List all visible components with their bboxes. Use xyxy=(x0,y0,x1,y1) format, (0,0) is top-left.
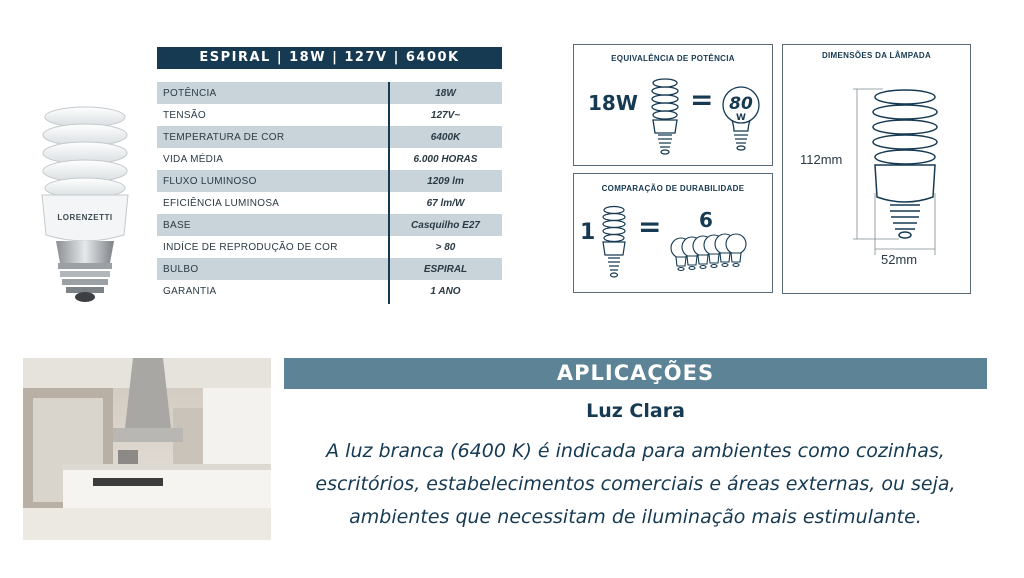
cfl-watts: 18W xyxy=(588,91,638,115)
equals-sign: = xyxy=(690,83,714,116)
product-bulb-image xyxy=(30,95,140,305)
spec-row-luminous-efficiency xyxy=(157,192,502,214)
spec-table xyxy=(157,82,502,302)
applications-subtitle: Luz Clara xyxy=(586,400,685,422)
spec-row-power xyxy=(157,82,502,104)
width-dimension: 52mm xyxy=(881,252,918,267)
spec-value: 6.000 HORAS xyxy=(413,153,478,165)
spec-value: 1209 lm xyxy=(427,175,464,187)
spec-label: BASE xyxy=(163,219,191,231)
spec-row-color-temperature xyxy=(157,126,502,148)
spec-label: EFICIÊNCIA LUMINOSA xyxy=(163,197,280,209)
spec-label: FLUXO LUMINOSO xyxy=(163,175,257,187)
spec-value: Casquilho E27 xyxy=(411,219,480,231)
spec-label: TEMPERATURA DE COR xyxy=(163,131,285,143)
brand-label: LORENZETTI xyxy=(57,213,113,222)
spec-row-color-rendering xyxy=(157,236,502,258)
applications-banner: APLICAÇÕES xyxy=(284,358,987,389)
cfl-bulb-illustration xyxy=(30,95,140,305)
durability-comparison-box xyxy=(573,173,773,293)
spec-label: POTÊNCIA xyxy=(163,87,217,99)
power-equivalence-box xyxy=(573,44,773,166)
cfl-spiral-icon xyxy=(648,75,682,157)
lamp-dimensions-box xyxy=(782,44,971,294)
spec-value: 1 ANO xyxy=(430,285,461,297)
lamp-outline-diagram xyxy=(853,73,963,283)
spec-value: 6400K xyxy=(430,131,461,143)
spec-row-warranty xyxy=(157,280,502,302)
spec-value: 127V~ xyxy=(430,109,461,121)
applications-line: escritórios, estabelecimentos comerciais e áreas externas, ou seja, xyxy=(315,473,956,495)
spec-label: INDÍCE DE REPRODUÇÃO DE COR xyxy=(163,241,338,253)
spec-label: BULBO xyxy=(163,263,199,275)
spec-row-bulb xyxy=(157,258,502,280)
spec-value: 67 lm/W xyxy=(426,197,465,209)
incandescent-unit: W xyxy=(736,113,746,123)
spec-label: TENSÃO xyxy=(163,109,206,121)
equivalence-title: EQUIVALÊNCIA DE POTÊNCIA xyxy=(611,54,735,63)
spec-row-average-life xyxy=(157,148,502,170)
applications-description xyxy=(284,435,987,534)
kitchen-photo xyxy=(23,358,271,540)
spec-header: ESPIRAL | 18W | 127V | 6400K xyxy=(157,47,502,69)
durability-equals-sign: = xyxy=(638,210,662,243)
spec-label: GARANTIA xyxy=(163,285,217,297)
spec-value: 18W xyxy=(435,87,456,99)
cfl-spiral-small-icon xyxy=(598,204,630,280)
applications-line: A luz branca (6400 K) é indicada para ambientes como cozinhas, xyxy=(326,440,945,462)
applications-line: ambientes que necessitam de iluminação mais estimulante. xyxy=(349,506,922,528)
spec-row-base xyxy=(157,214,502,236)
dimensions-title: DIMENSÕES DA LÂMPADA xyxy=(821,51,932,60)
height-dimension: 112mm xyxy=(800,152,843,167)
six-incandescent-bulbs-icon xyxy=(670,232,750,278)
spec-value: ESPIRAL xyxy=(423,263,468,275)
incandescent-count: 6 xyxy=(699,208,713,232)
cfl-count: 1 xyxy=(580,220,596,245)
spec-row-luminous-flux xyxy=(157,170,502,192)
spec-value: > 80 xyxy=(435,241,456,253)
durability-title: COMPARAÇÃO DE DURABILIDADE xyxy=(601,184,745,193)
spec-column-divider xyxy=(388,82,390,304)
spec-label: VIDA MÉDIA xyxy=(163,153,224,165)
kitchen-illustration xyxy=(23,358,271,540)
incandescent-value: 80 xyxy=(729,94,753,114)
spec-row-voltage xyxy=(157,104,502,126)
